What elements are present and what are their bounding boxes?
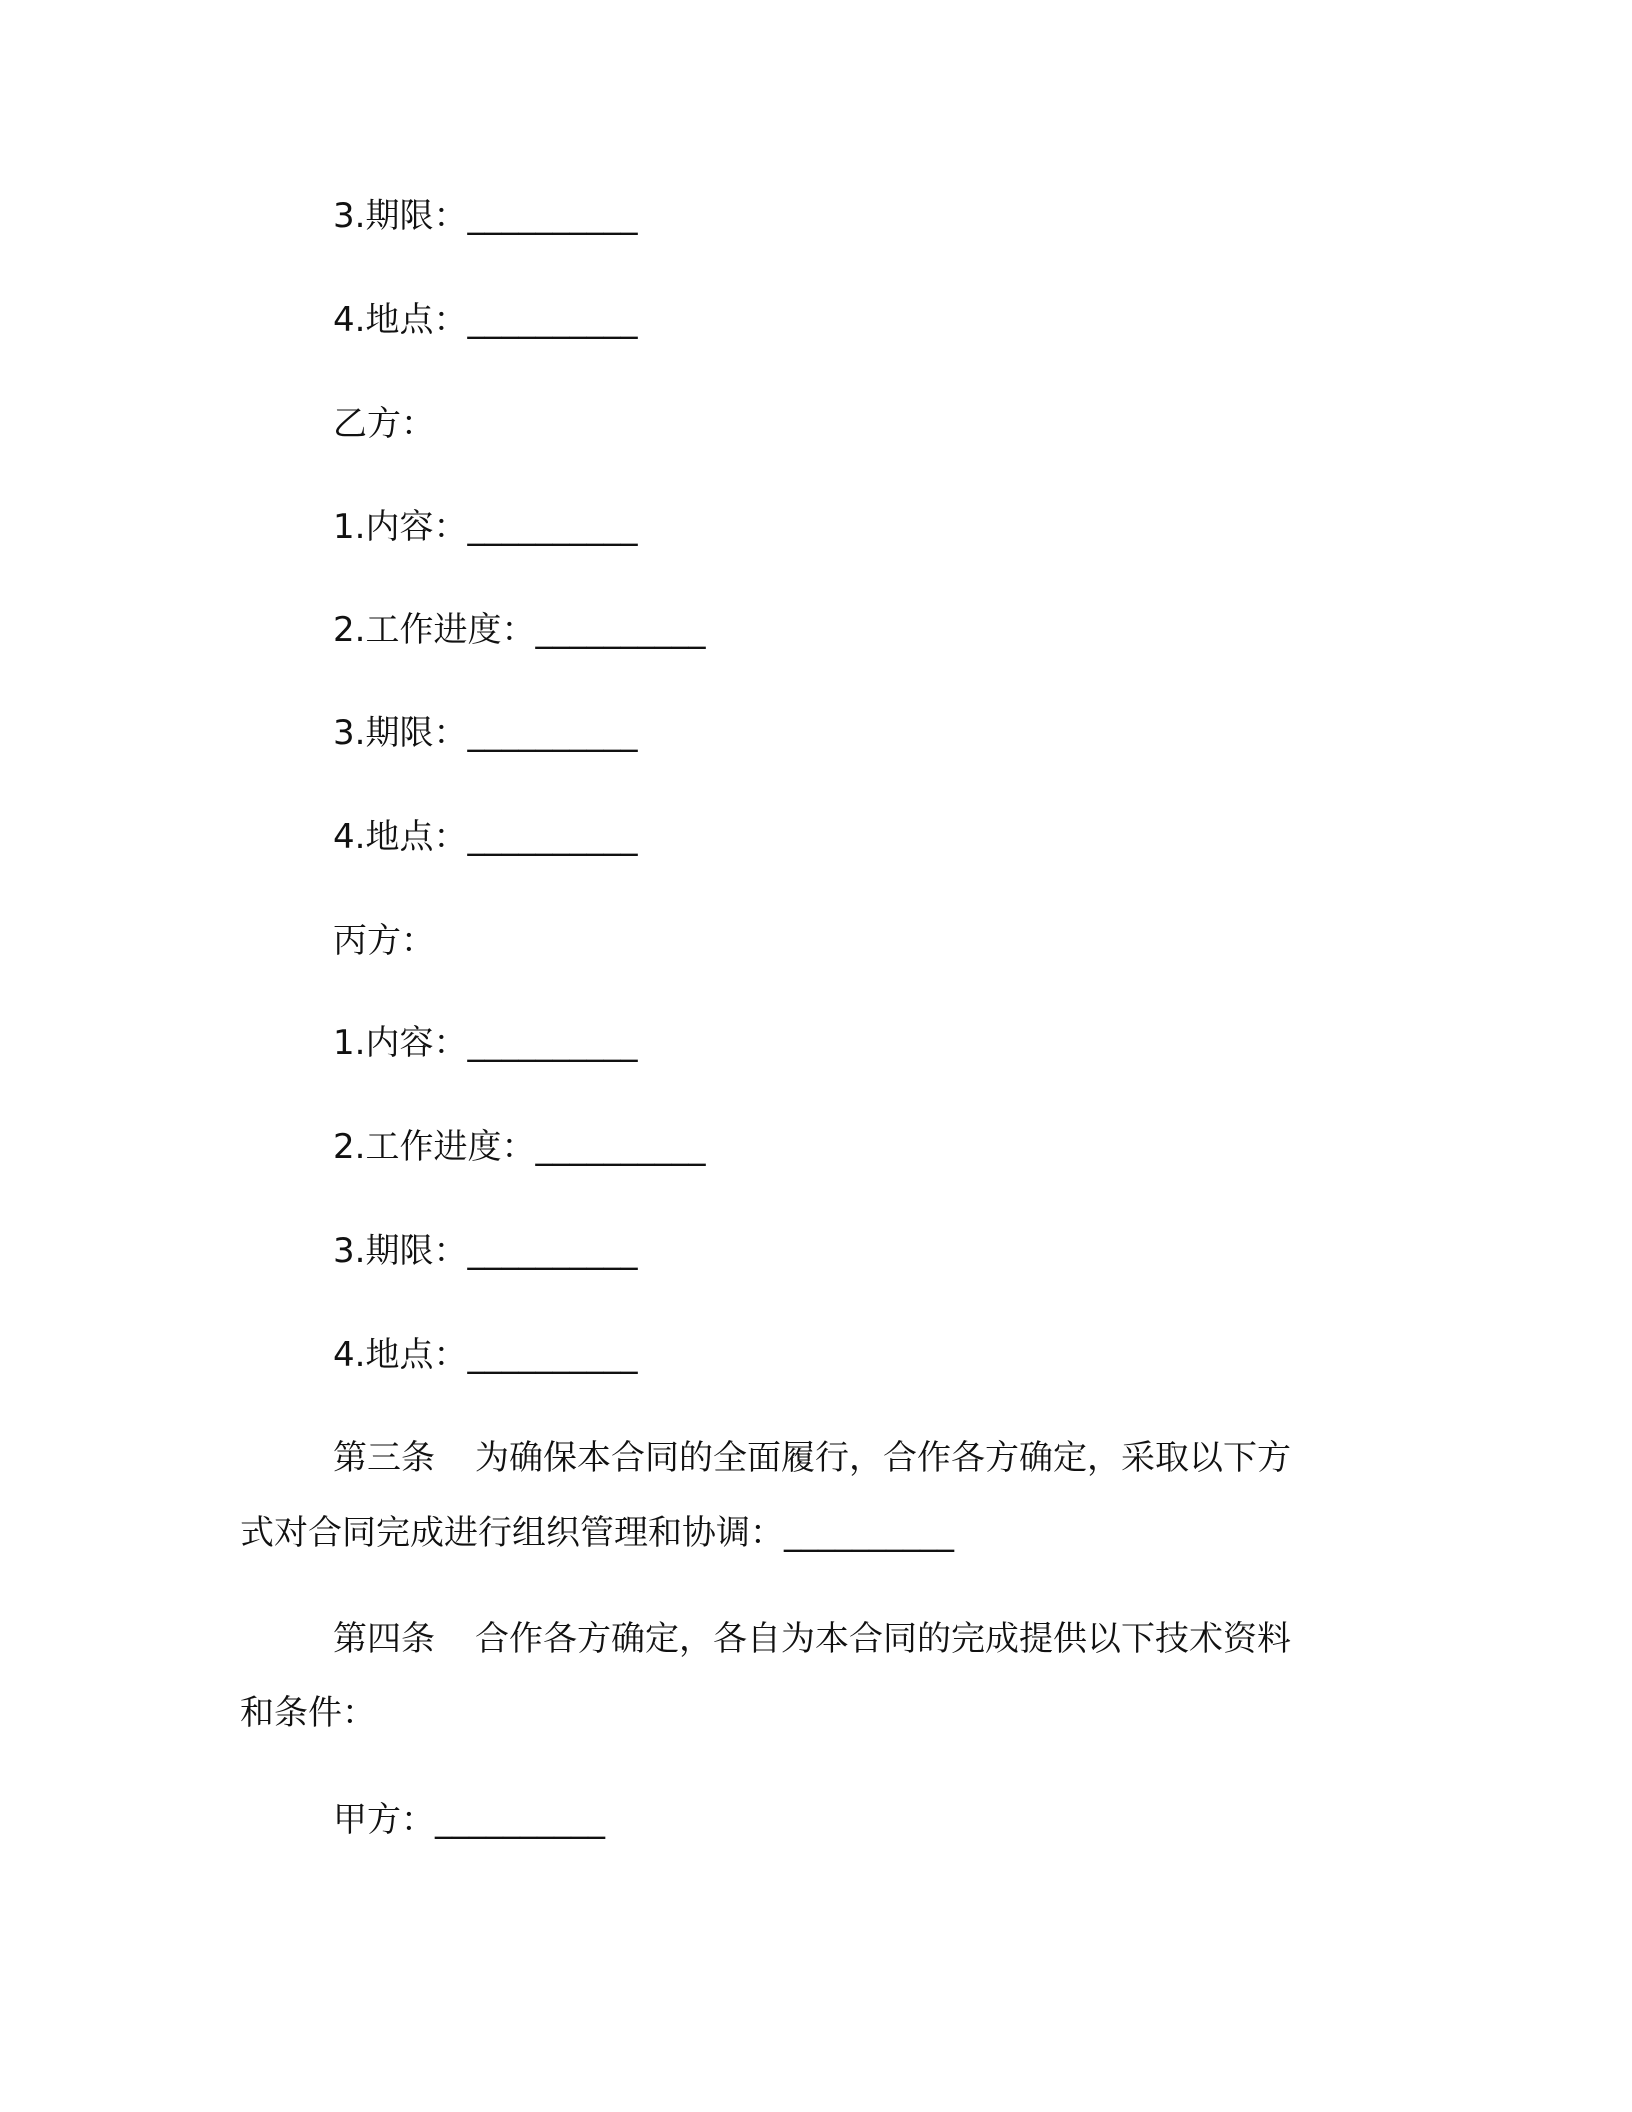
party-c-term-field: 3.期限：__________ xyxy=(333,1231,638,1271)
party-b-heading: 乙方： xyxy=(333,404,435,444)
party-c-content-field: 1.内容：__________ xyxy=(333,1023,638,1063)
article-4-text: 合作各方确定，各自为本合同的完成提供以下技术资料 xyxy=(475,1619,1291,1659)
party-c-progress-field: 2.工作进度：__________ xyxy=(333,1127,706,1167)
party-c-location-field: 4.地点：__________ xyxy=(333,1335,638,1375)
article-4-line-1 xyxy=(333,1619,1291,1659)
party-b-content-field: 1.内容：__________ xyxy=(333,507,638,547)
party-a-provision-field: 甲方：__________ xyxy=(333,1800,605,1840)
article-3-text: 为确保本合同的全面履行，合作各方确定，采取以下方 xyxy=(475,1438,1291,1478)
party-b-location-field: 4.地点：__________ xyxy=(333,817,638,857)
party-b-term-field: 3.期限：__________ xyxy=(333,713,638,753)
article-3-line-2: 式对合同完成进行组织管理和协调：__________ xyxy=(240,1513,954,1553)
party-c-heading: 丙方： xyxy=(333,921,435,961)
article-4-heading: 第四条 xyxy=(333,1619,435,1659)
article-3-line-1 xyxy=(333,1438,1291,1478)
party-b-progress-field: 2.工作进度：__________ xyxy=(333,610,706,650)
party-a-term-field: 3.期限：__________ xyxy=(333,196,638,236)
article-3-heading: 第三条 xyxy=(333,1438,435,1478)
party-a-location-field: 4.地点：__________ xyxy=(333,300,638,340)
article-4-line-2: 和条件： xyxy=(240,1693,376,1733)
